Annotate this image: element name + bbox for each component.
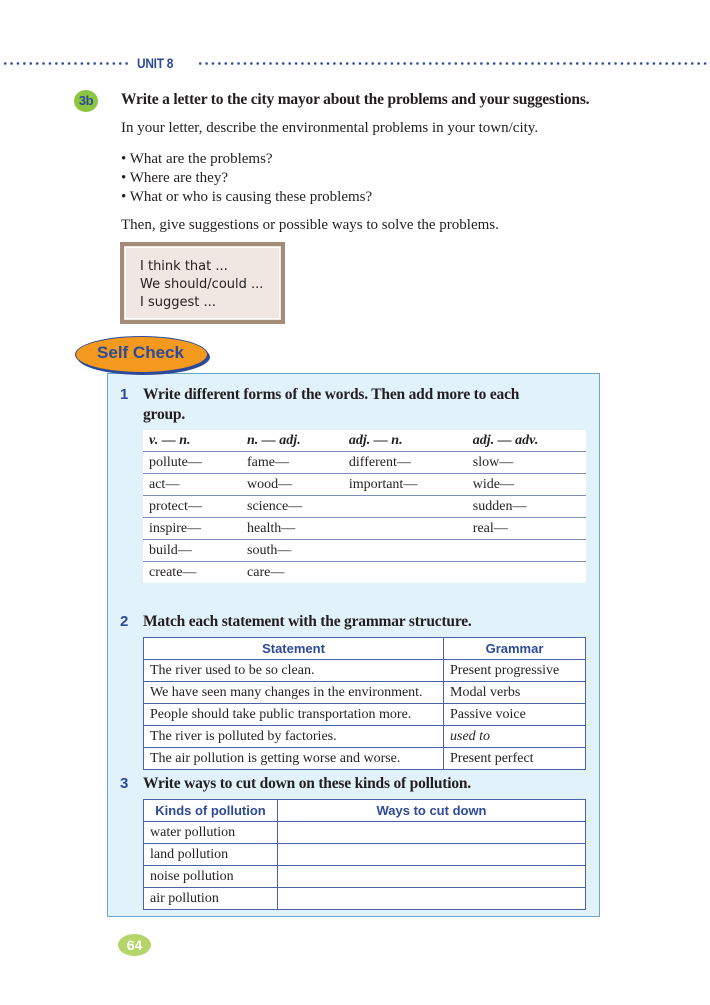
cell[interactable]: science— [241, 496, 343, 518]
list-item: • What or who is causing these problems? [121, 188, 372, 207]
table-row [144, 748, 586, 770]
question-title-cont: group. [143, 406, 186, 423]
answer-cell[interactable] [278, 866, 586, 888]
question-number: 3 [120, 775, 129, 792]
table-row [144, 682, 586, 704]
cell[interactable]: south— [241, 540, 343, 562]
table-row [144, 888, 586, 910]
page-number: 64 [118, 934, 151, 956]
question-title: Write ways to cut down on these kinds of pollution. [143, 775, 471, 792]
table-header-row [144, 800, 586, 822]
statement-cell: People should take public transportation more. [144, 704, 444, 726]
question-title: Match each statement with the grammar structure. [143, 613, 472, 630]
cell[interactable] [343, 496, 467, 518]
unit-label: UNIT 8 [137, 55, 174, 71]
pollution-ways-table [143, 799, 586, 910]
table-row [144, 726, 586, 748]
question-number: 2 [120, 613, 129, 630]
table-row [143, 452, 586, 474]
useful-phrases-box [120, 242, 285, 324]
column-header: Ways to cut down [278, 800, 586, 822]
word-forms-table [143, 430, 586, 583]
cell[interactable]: act— [143, 474, 241, 496]
table-row [144, 866, 586, 888]
column-header: adj. — adv. [467, 430, 586, 452]
answer-cell[interactable] [278, 888, 586, 910]
pollution-kind-cell: noise pollution [144, 866, 278, 888]
question-number: 1 [120, 386, 129, 403]
question-title: Write different forms of the words. Then add more to each [143, 386, 520, 403]
grammar-match-table [143, 637, 586, 770]
statement-cell: The air pollution is getting worse and worse. [144, 748, 444, 770]
exercise-closing: Then, give suggestions or possible ways to solve the problems. [121, 217, 499, 233]
pollution-kind-cell: land pollution [144, 844, 278, 866]
table-row [144, 660, 586, 682]
cell[interactable]: health— [241, 518, 343, 540]
column-header: Statement [144, 638, 444, 660]
column-header: v. — n. [143, 430, 241, 452]
pollution-kind-cell: water pollution [144, 822, 278, 844]
list-item: • Where are they? [121, 169, 372, 188]
statement-cell: We have seen many changes in the environment. [144, 682, 444, 704]
table-row [144, 844, 586, 866]
cell[interactable] [343, 518, 467, 540]
cell[interactable] [343, 562, 467, 584]
cell[interactable]: protect— [143, 496, 241, 518]
grammar-cell: Modal verbs [444, 682, 586, 704]
exercise-intro: In your letter, describe the environmental problems in your town/city. [121, 120, 539, 136]
table-row [143, 518, 586, 540]
table-header-row [144, 638, 586, 660]
table-row [144, 822, 586, 844]
phrase: I think that ... [140, 259, 228, 274]
table-row [143, 562, 586, 584]
cell[interactable]: pollute— [143, 452, 241, 474]
cell[interactable]: real— [467, 518, 586, 540]
cell[interactable]: create— [149, 564, 197, 580]
statement-cell: The river used to be so clean. [144, 660, 444, 682]
self-check-badge [75, 336, 208, 374]
cell[interactable]: different— [343, 452, 467, 474]
grammar-cell: used to [444, 726, 586, 748]
cell[interactable]: slow— [467, 452, 586, 474]
statement-cell: The river is polluted by factories. [144, 726, 444, 748]
column-header: n. — adj. [241, 430, 343, 452]
dotted-rule-left [2, 62, 130, 65]
column-header: Kinds of pollution [144, 800, 278, 822]
list-item: • What are the problems? [121, 150, 372, 169]
self-check-label: Self Check [97, 343, 184, 362]
unit-header [0, 55, 710, 71]
grammar-cell: Present progressive [444, 660, 586, 682]
table-row [143, 474, 586, 496]
phrase: I suggest ... [140, 295, 216, 310]
pollution-kind-cell: air pollution [144, 888, 278, 910]
cell[interactable]: fame— [241, 452, 343, 474]
cell[interactable]: care— [247, 564, 285, 580]
cell[interactable]: wide— [467, 474, 586, 496]
question-list [121, 150, 372, 207]
table-row [143, 540, 586, 562]
table-header-row [143, 430, 586, 452]
cell[interactable]: build— [143, 540, 241, 562]
answer-cell[interactable] [278, 844, 586, 866]
table-row [144, 704, 586, 726]
dotted-rule-right [197, 62, 707, 65]
cell[interactable]: sudden— [467, 496, 586, 518]
grammar-cell: Passive voice [444, 704, 586, 726]
cell[interactable] [343, 540, 467, 562]
cell[interactable]: wood— [241, 474, 343, 496]
cell[interactable] [467, 540, 586, 562]
exercise-badge: 3b [74, 90, 98, 112]
table-row [143, 496, 586, 518]
grammar-cell: Present perfect [444, 748, 586, 770]
column-header: Grammar [444, 638, 586, 660]
answer-cell[interactable] [278, 822, 586, 844]
cell[interactable]: important— [343, 474, 467, 496]
exercise-title: Write a letter to the city mayor about the problems and your suggestions. [121, 91, 590, 108]
cell[interactable] [467, 562, 586, 584]
cell[interactable]: inspire— [143, 518, 241, 540]
column-header: adj. — n. [343, 430, 467, 452]
phrase: We should/could ... [140, 277, 264, 292]
